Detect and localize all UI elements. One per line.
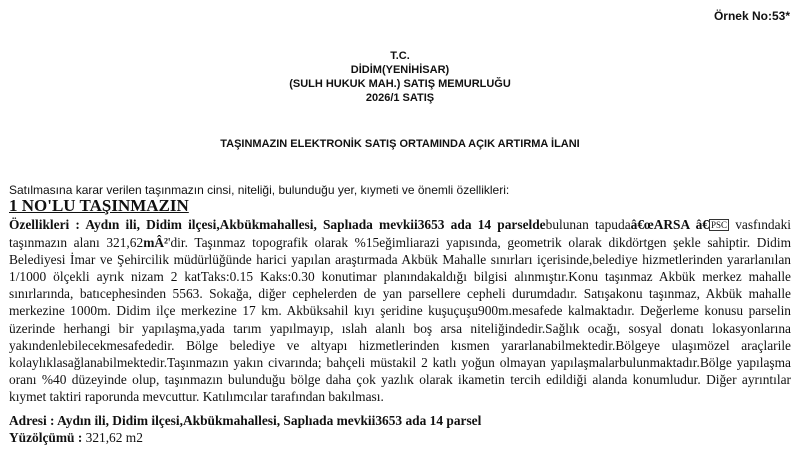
area-value: 321,62 m2 (85, 430, 143, 445)
features-text-2: vasfındaki taşınmazın alanı 321,62 (9, 217, 791, 251)
announcement-title: TAŞINMAZIN ELEKTRONİK SATIŞ ORTAMINDA AÇIK ARTIRMA İLANI (220, 138, 580, 150)
features-location: Aydın ili, Didim ilçesi,Akbükmahallesi, Saplıada mevkii3653 ada 14 parselde (85, 217, 546, 232)
area-label: Yüzölçümü : (9, 430, 86, 445)
features-arsa: â€œARSA â€ (630, 217, 709, 232)
address-label: Adresi : (9, 413, 58, 428)
address-value: Aydın ili, Didim ilçesi,Akbükmahallesi, Saplıada mevkii3653 ada 14 parsel (57, 413, 482, 428)
features-label: Özellikleri : (9, 217, 86, 232)
features-text-3: 'dir. Taşınmaz topografik olarak %15eğimliarazi yapısında, geometrik olarak dikdörtgen şekle sahiptir. Didim Belediyesi İmar ve Şehircilik müdürlüğünde harici yapılan araştırmada Akbük Mahalle sınırları içerisinde,belediye hizmetlerinden yararlanılan 1/1000 ölçekli ayrık nizam 2 katTaks:0.15 Kaks:0.30 konutimar planındakaldığı bilgisi alınmıştır.Konu taşınmaz Akbük merkez mahalle sınırlarında, batıcephesinden 5563. Sokağa, diğer cephelerden de yan parsellere cepheli durumdadır. Satışakonu taşınmaz, Akbük mahalle merkezine 1000m. Didim ilçe merkezine 17 km. Akbüksahil kıyı şeridine kuşuçuşu900m.mesafede kalmaktadır. Değerleme konusu parselin üzerinde herhangi bir yapılaşma,yada tarım yapılmayıp, ıslah alanlı boş arsa niteliğindedir.Sağlık ocağı, sosyal donatı lokasyonlarına yakındenlebilecekmesafededir. Bölge belediye ve altyapı hizmetlerinden kısmen yararlanabilmektedir.Bölgeye ulaşımözel araçlarile kolaylıklasağlanabilmektedir.Taşınmazın yakın civarında; bahçeli müstakil 2 katlı yoğun olmayan yapılaşmalarbulunmaktadır.Bölge yapılaşma oranı %40 düzeyinde olup, taşınmazın bulunduğu bölge daha çok yazlık olarak ikametin tercih edildiği alanda konumludur. Diğer ayrıntılar kıymet taktiri raporunda mevcuttur. Katılımcılar tarafından bakılması. (9, 235, 791, 404)
sample-number: Örnek No:53* (713, 9, 790, 23)
features-m2: mÂ² (143, 235, 169, 251)
missing-glyph-icon: PSC (711, 220, 728, 230)
header-line-sale-no: 2026/1 SATIŞ (365, 92, 435, 104)
section-heading: 1 NO'LU TAŞINMAZIN (9, 196, 189, 215)
header-line-court: (SULH HUKUK MAH.) SATIŞ MEMURLUĞU (289, 78, 511, 90)
header-line-tc: T.C. (390, 50, 410, 62)
address-line (9, 413, 481, 429)
property-features (9, 216, 791, 405)
intro-text: Satılmasına karar verilen taşınmazın cinsi, niteliği, bulunduğu yer, kıymeti ve önemli özellikleri: (9, 183, 510, 197)
features-text-1: bulunan tapuda (545, 217, 631, 232)
header-line-office: DİDİM(YENİHİSAR) (350, 64, 450, 76)
area-line (9, 430, 143, 446)
